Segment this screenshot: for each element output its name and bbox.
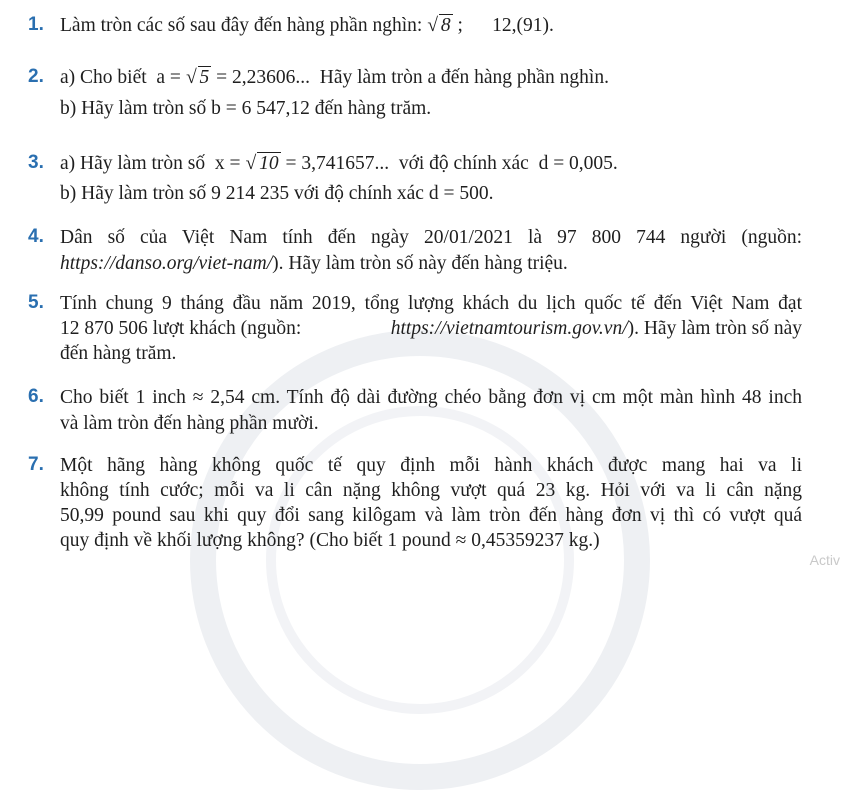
exercise-text-b (60, 317, 802, 341)
text-segment: = 3,741657... với độ chính xác d = 0,005. (285, 153, 618, 174)
sqrt-symbol: √ (185, 67, 197, 88)
exercise-text-b: và làm tròn đến hàng phần mười. (60, 413, 319, 434)
source-link[interactable]: https://vietnamtourism.gov.vn/ (390, 318, 628, 339)
exercise-number: 2. (28, 66, 44, 87)
exercise-number: 6. (28, 386, 44, 407)
exercise-number: 3. (28, 152, 44, 173)
exercise-number: 1. (28, 14, 44, 35)
radicand: 5 (199, 67, 210, 88)
exercise-text-d: quy định về khối lượng không? (Cho biết 1 pound ≈ 0,45359237 kg.) (60, 530, 600, 551)
corner-overlay-text: Activ (809, 552, 840, 568)
text-segment: a) Cho biết a = (60, 67, 181, 88)
text-segment: Làm tròn các số sau đây đến hàng phần nghìn: (60, 15, 423, 36)
text-segment: ). Hãy làm tròn số này (627, 318, 802, 339)
exercise-text-b (60, 252, 568, 276)
sqrt-symbol: √ (245, 153, 257, 174)
exercise-text-a: Cho biết 1 inch ≈ 2,54 cm. Tính độ dài đường chéo bằng đơn vị cm một màn hình 48 inch (60, 387, 802, 408)
sqrt-expression (186, 66, 211, 90)
sqrt-expression (245, 152, 280, 176)
exercise-text-b: không tính cước; mỗi va li cân nặng không vượt quá 23 kg. Hỏi với va li cân nặng (60, 480, 802, 501)
exercise-number: 5. (28, 292, 44, 313)
exercise-text-a (60, 66, 609, 90)
exercise-text-a: Một hãng hàng không quốc tế quy định mỗi hành khách được mang hai va li (60, 455, 802, 476)
exercise-text-c: đến hàng trăm. (60, 343, 177, 364)
text-segment: a) Hãy làm tròn số x = (60, 153, 241, 174)
source-link[interactable]: https://danso.org/viet-nam/ (60, 253, 273, 274)
text-segment: ; 12,(91). (457, 15, 554, 36)
exercise-text-a: Dân số của Việt Nam tính đến ngày 20/01/2021 là 97 800 744 người (nguồn: (60, 227, 802, 248)
exercise-text-b: b) Hãy làm tròn số 9 214 235 với độ chính xác d = 500. (60, 183, 494, 204)
exercise-text-a (60, 152, 618, 176)
sqrt-expression (427, 14, 452, 38)
radicand: 8 (440, 15, 451, 36)
exercise-text (60, 14, 554, 38)
sqrt-symbol: √ (427, 15, 438, 36)
exercise-text-b: b) Hãy làm tròn số b = 6 547,12 đến hàng trăm. (60, 98, 432, 119)
exercise-text-a: Tính chung 9 tháng đầu năm 2019, tổng lượng khách du lịch quốc tế đến Việt Nam đạt (60, 293, 802, 314)
text-segment: = 2,23606... Hãy làm tròn a đến hàng phần nghìn. (216, 67, 609, 88)
text-segment: 12 870 506 lượt khách (nguồn: (60, 318, 302, 339)
exercise-number: 4. (28, 226, 44, 247)
exercise-number: 7. (28, 454, 44, 475)
exercise-text-c: 50,99 pound sau khi quy đổi sang kilôgam và làm tròn đến hàng đơn vị thì có vượt quá (60, 505, 802, 526)
radicand: 10 (259, 153, 279, 174)
text-segment: ). Hãy làm tròn số này đến hàng triệu. (272, 253, 568, 274)
